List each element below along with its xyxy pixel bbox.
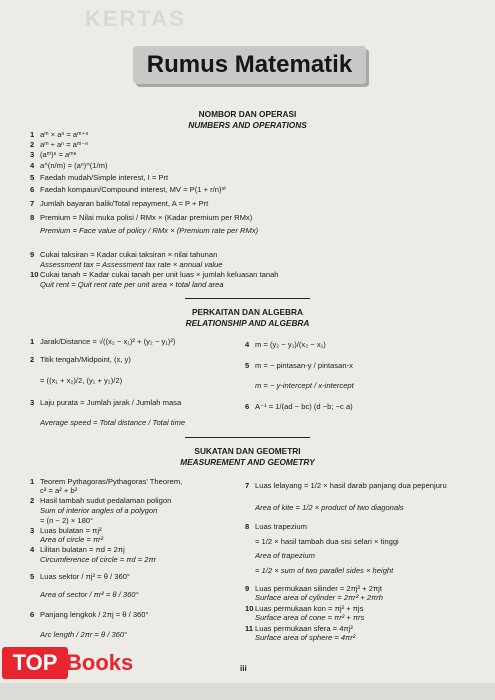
geo-circle-area: 3 Luas bulatan = πj² xyxy=(30,526,102,535)
section-title-geometry: SUKATAN DAN GEOMETRI MEASUREMENT AND GEOMETRY xyxy=(180,446,315,467)
logo-top-badge: TOP xyxy=(2,647,68,679)
geo-pythagoras: 1 Teorem Pythagoras/Pythagoras' Theorem, xyxy=(30,477,183,486)
formula-speed-en: Average speed = Total distance / Total time xyxy=(40,418,186,427)
formula-7: 7 Jumlah bayaran balik/Total repayment, A = P + Prt xyxy=(30,199,209,208)
geo-circumference-en: Circumference of circle = πd = 2πr xyxy=(40,555,157,564)
section-title-numbers: NOMBOR DAN OPERASI NUMBERS AND OPERATIONS xyxy=(188,109,307,130)
geo-cone-en: Surface area of cone = πr² + πrs xyxy=(255,613,365,622)
formula-2: 2 aᵐ ÷ aⁿ = aᵐ⁻ⁿ xyxy=(30,140,88,149)
geo-pythagoras-eq: c² = a² + b² xyxy=(40,486,78,495)
geo-trapezium-en: Area of trapezium xyxy=(255,551,315,560)
formula-4: 4 a^(n/m) = (aⁿ)^(1/m) xyxy=(30,161,108,170)
divider-2 xyxy=(185,437,310,438)
formula-speed: 3 Laju purata = Jumlah jarak / Jumlah masa xyxy=(30,398,182,407)
geo-sector: 5 Luas sektor / πj² = θ / 360° xyxy=(30,572,130,581)
page-edge xyxy=(0,683,495,700)
page-number: iii xyxy=(240,664,247,673)
geo-circle-area-en: Area of circle = πr² xyxy=(40,535,104,544)
formula-6: 6 Faedah kompaun/Compound interest, MV = P(1 + r/n)ⁿᵗ xyxy=(30,185,226,194)
logo-books-text: Books xyxy=(66,650,134,675)
formula-8-en: Premium = Face value of policy / RMx × (Premium rate per RMx) xyxy=(40,226,259,235)
geo-kite: 7 Luas lelayang = 1/2 × hasil darab panjang dua pepenjuru xyxy=(245,481,447,490)
geo-cylinder-en: Surface area of cylinder = 2πr² + 2πrh xyxy=(255,593,383,602)
geo-arc: 6 Panjang lengkok / 2πj = θ / 360° xyxy=(30,610,149,619)
geo-arc-en: Arc length / 2πr = θ / 360° xyxy=(40,630,128,639)
formula-8: 8 Premium = Nilai muka polisi / RMx × (Kadar premium per RMx) xyxy=(30,213,253,222)
formula-9: 9 Cukai taksiran = Kadar cukai taksiran × nilai tahunan xyxy=(30,250,218,259)
geo-sector-en: Area of sector / πr² = θ / 360° xyxy=(40,590,139,599)
geo-kite-en: Area of kite = 1/2 × product of two diagonals xyxy=(255,503,404,512)
formula-gradient-intercept: 5 m = − pintasan-y / pintasan-x xyxy=(245,361,353,370)
geo-trapezium: 8 Luas trapezium xyxy=(245,522,307,531)
formula-gradient-intercept-en: m = − y-intercept / x-intercept xyxy=(255,381,354,390)
geo-polygon: 2 Hasil tambah sudut pedalaman poligon xyxy=(30,496,172,505)
formula-midpoint: 2 Titik tengah/Midpoint, (x, y) xyxy=(30,355,131,364)
formula-10-en: Quit rent = Quit rent rate per unit area × total land area xyxy=(40,280,224,289)
geo-trapezium-eq: = 1/2 × hasil tambah dua sisi selari × tinggi xyxy=(255,537,399,546)
topbooks-logo xyxy=(2,647,152,679)
title-banner xyxy=(133,46,366,84)
formula-9-en: Assessment tax = Assessment tax rate × annual value xyxy=(40,260,223,269)
geo-sphere-en: Surface area of sphere = 4πr² xyxy=(255,633,356,642)
geo-sphere: 11 Luas permukaan sfera = 4πj² xyxy=(245,624,353,633)
formula-10: 10 Cukai tanah = Kadar cukai tanah per unit luas × jumlah keluasan tanah xyxy=(30,270,279,279)
formula-gradient: 4 m = (y₂ − y₁)/(x₂ − x₁) xyxy=(245,340,326,349)
geo-circumference: 4 Lilitan bulatan = πd = 2πj xyxy=(30,545,125,554)
geo-cone: 10 Luas permukaan kon = πj² + πjs xyxy=(245,604,364,613)
formula-distance: 1 Jarak/Distance = √((x₂ − x₁)² + (y₂ − y₁)²) xyxy=(30,337,176,346)
formula-1: 1 aᵐ × aⁿ = aᵐ⁺ⁿ xyxy=(30,130,89,139)
divider-1 xyxy=(185,298,310,299)
formula-3: 3 (aᵐ)ⁿ = aᵐⁿ xyxy=(30,150,77,159)
formula-midpoint-value: = ((x₁ + x₂)/2, (y₁ + y₂)/2) xyxy=(40,376,123,385)
geo-trapezium-en-eq: = 1/2 × sum of two parallel sides × height xyxy=(255,566,394,575)
formula-inverse-matrix: 6 A⁻¹ = 1/(ad − bc) (d −b; −c a) xyxy=(245,402,353,411)
formula-5: 5 Faedah mudah/Simple interest, I = Prt xyxy=(30,173,169,182)
geo-polygon-en: Sum of interior angles of a polygon xyxy=(40,506,158,515)
geo-polygon-eq: = (n − 2) × 180° xyxy=(40,516,94,525)
geo-cylinder: 9 Luas permukaan silinder = 2πj² + 2πjt xyxy=(245,584,382,593)
section-title-algebra: PERKAITAN DAN ALGEBRA RELATIONSHIP AND ALGEBRA xyxy=(185,307,310,328)
page-title: Rumus Matematik xyxy=(146,51,353,78)
background-ghost-text: KERTAS xyxy=(85,6,186,31)
